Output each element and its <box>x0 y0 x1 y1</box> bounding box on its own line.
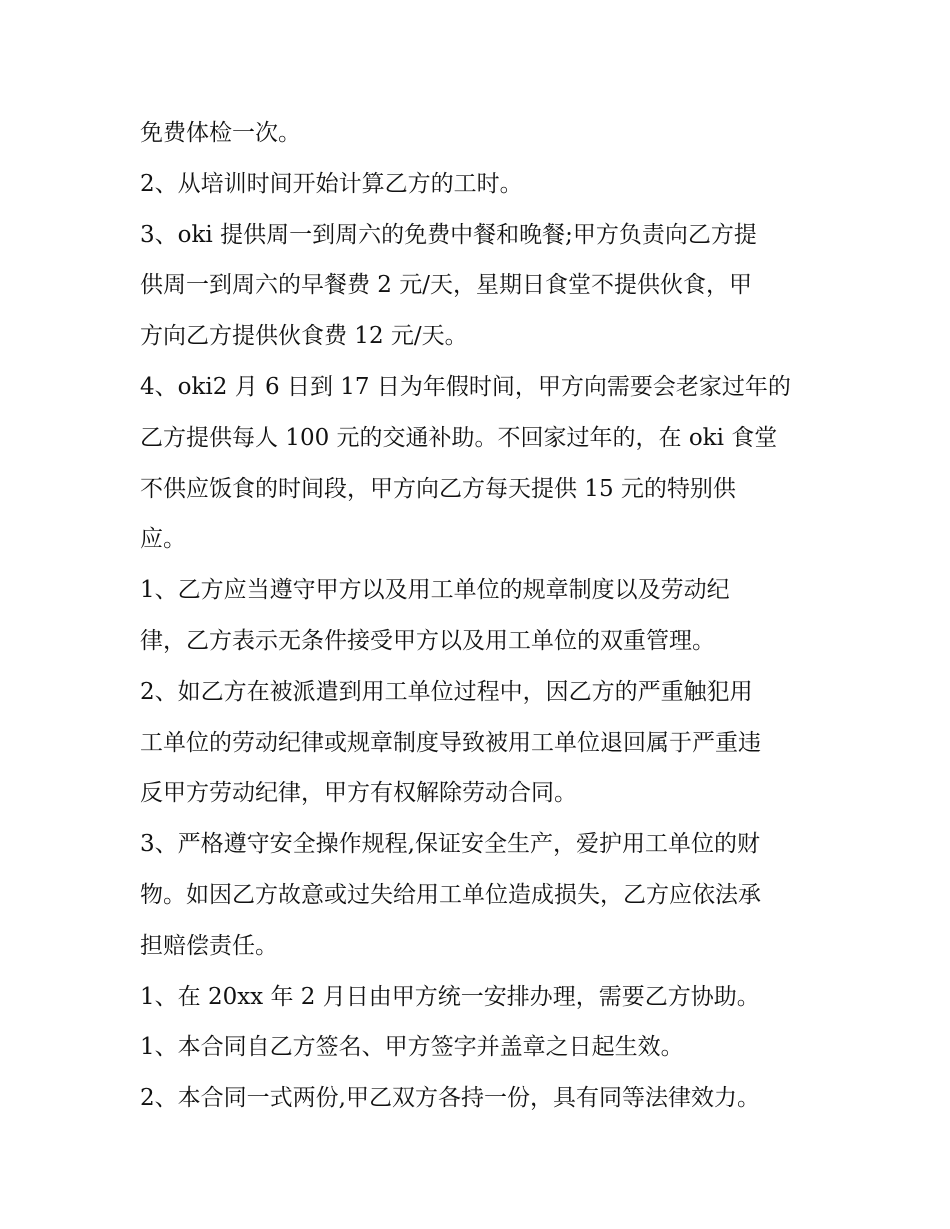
text-line: 工单位的劳动纪律或规章制度导致被用工单位退回属于严重违 <box>140 729 761 756</box>
text-line: 不供应饭食的时间段，甲方向乙方每天提供 15 元的特别供 <box>140 475 736 502</box>
document-body <box>140 108 820 1124</box>
text-line: 反甲方劳动纪律，甲方有权解除劳动合同。 <box>140 780 577 807</box>
text-line: 免费体检一次。 <box>140 120 301 146</box>
text-line: 3、严格遵守安全操作规程,保证安全生产，爱护用工单位的财 <box>140 831 760 858</box>
text-line: 3、oki 提供周一到周六的免费中餐和晚餐;甲方负责向乙方提 <box>140 221 757 248</box>
text-line: 物。如因乙方故意或过失给用工单位造成损失，乙方应依法承 <box>140 881 761 908</box>
text-line: 4、oki2 月 6 日到 17 日为年假时间，甲方向需要会老家过年的 <box>140 373 791 400</box>
text-line: 1、乙方应当遵守甲方以及用工单位的规章制度以及劳动纪 <box>140 577 730 604</box>
text-line: 2、从培训时间开始计算乙方的工时。 <box>140 170 523 197</box>
text-line: 应。 <box>140 526 186 553</box>
text-line: 2、如乙方在被派遣到用工单位过程中，因乙方的严重触犯用 <box>140 678 753 705</box>
text-line: 2、本合同一式两份,甲乙双方各持一份，具有同等法律效力。 <box>140 1085 760 1112</box>
text-line: 1、在 20xx 年 2 月日由甲方统一安排办理，需要乙方协助。 <box>140 983 760 1010</box>
text-line: 乙方提供每人 100 元的交通补助。不回家过年的，在 oki 食堂 <box>140 424 778 451</box>
text-line: 供周一到周六的早餐费 2 元/天，星期日食堂不提供伙食，甲 <box>140 272 753 299</box>
text-line: 1、本合同自乙方签名、甲方签字并盖章之日起生效。 <box>140 1034 684 1061</box>
text-line: 律，乙方表示无条件接受甲方以及用工单位的双重管理。 <box>140 627 715 654</box>
text-line: 方向乙方提供伙食费 12 元/天。 <box>140 323 468 350</box>
text-line: 担赔偿责任。 <box>140 932 278 959</box>
